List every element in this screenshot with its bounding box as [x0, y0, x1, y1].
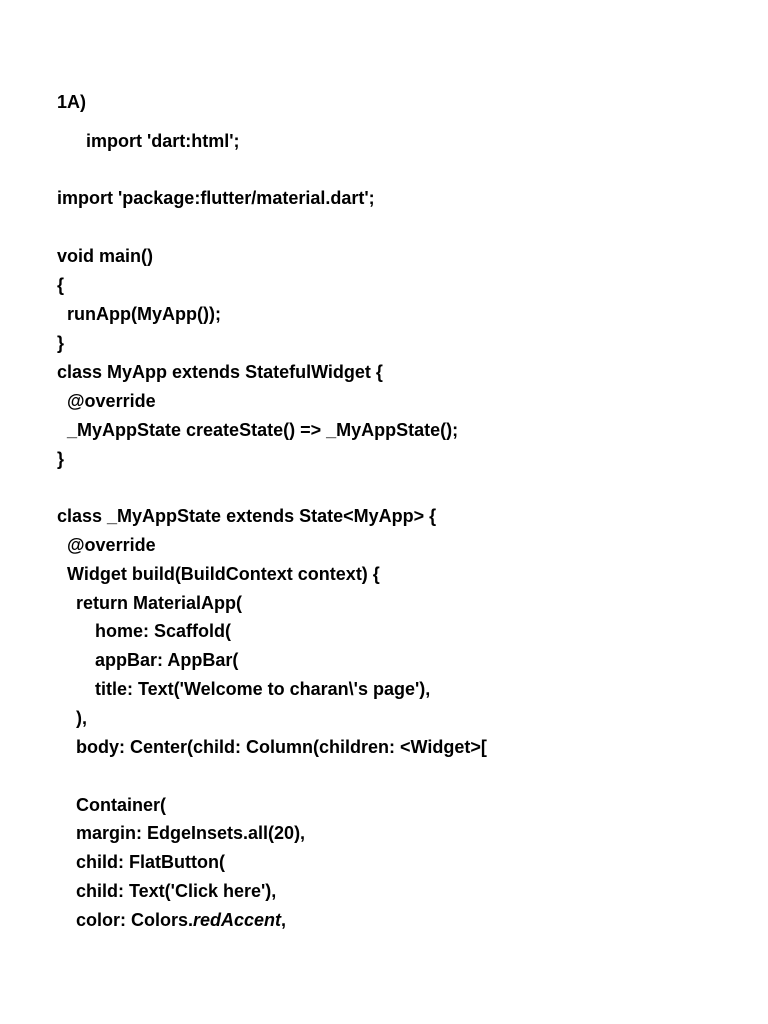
code-line: class MyApp extends StatefulWidget {	[57, 362, 383, 382]
code-line: void main()	[57, 246, 154, 266]
code-line: child: Text('Click here'),	[76, 881, 277, 901]
code-line	[76, 909, 286, 931]
code-line: {	[57, 275, 65, 295]
code-line: _MyAppState createState() => _MyAppState();	[67, 420, 459, 440]
code-line: }	[57, 449, 65, 469]
code-line: @override	[67, 391, 156, 411]
code-line: child: FlatButton(	[76, 852, 225, 872]
code-line: Container(	[76, 795, 166, 815]
code-line: return MaterialApp(	[76, 593, 243, 613]
code-line: class _MyAppState extends State<MyApp> {	[57, 506, 437, 526]
code-line: }	[57, 333, 65, 353]
code-line: import 'package:flutter/material.dart';	[57, 188, 375, 208]
code-line: runApp(MyApp());	[67, 304, 221, 324]
code-line: body: Center(child: Column(children: <Widget>[	[76, 737, 487, 757]
code-text: ,	[281, 910, 287, 930]
code-line: title: Text('Welcome to charan\'s page'),	[95, 679, 431, 699]
code-line: margin: EdgeInsets.all(20),	[76, 823, 306, 843]
code-line: ),	[76, 708, 87, 728]
section-heading: 1A)	[57, 92, 87, 112]
code-line: home: Scaffold(	[95, 621, 232, 641]
code-line: appBar: AppBar(	[95, 650, 239, 670]
code-line: @override	[67, 535, 156, 555]
code-identifier-italic: redAccent	[193, 910, 282, 930]
code-text: color: Colors.	[76, 910, 194, 930]
code-line: import 'dart:html';	[86, 131, 240, 151]
code-line: Widget build(BuildContext context) {	[67, 564, 380, 584]
